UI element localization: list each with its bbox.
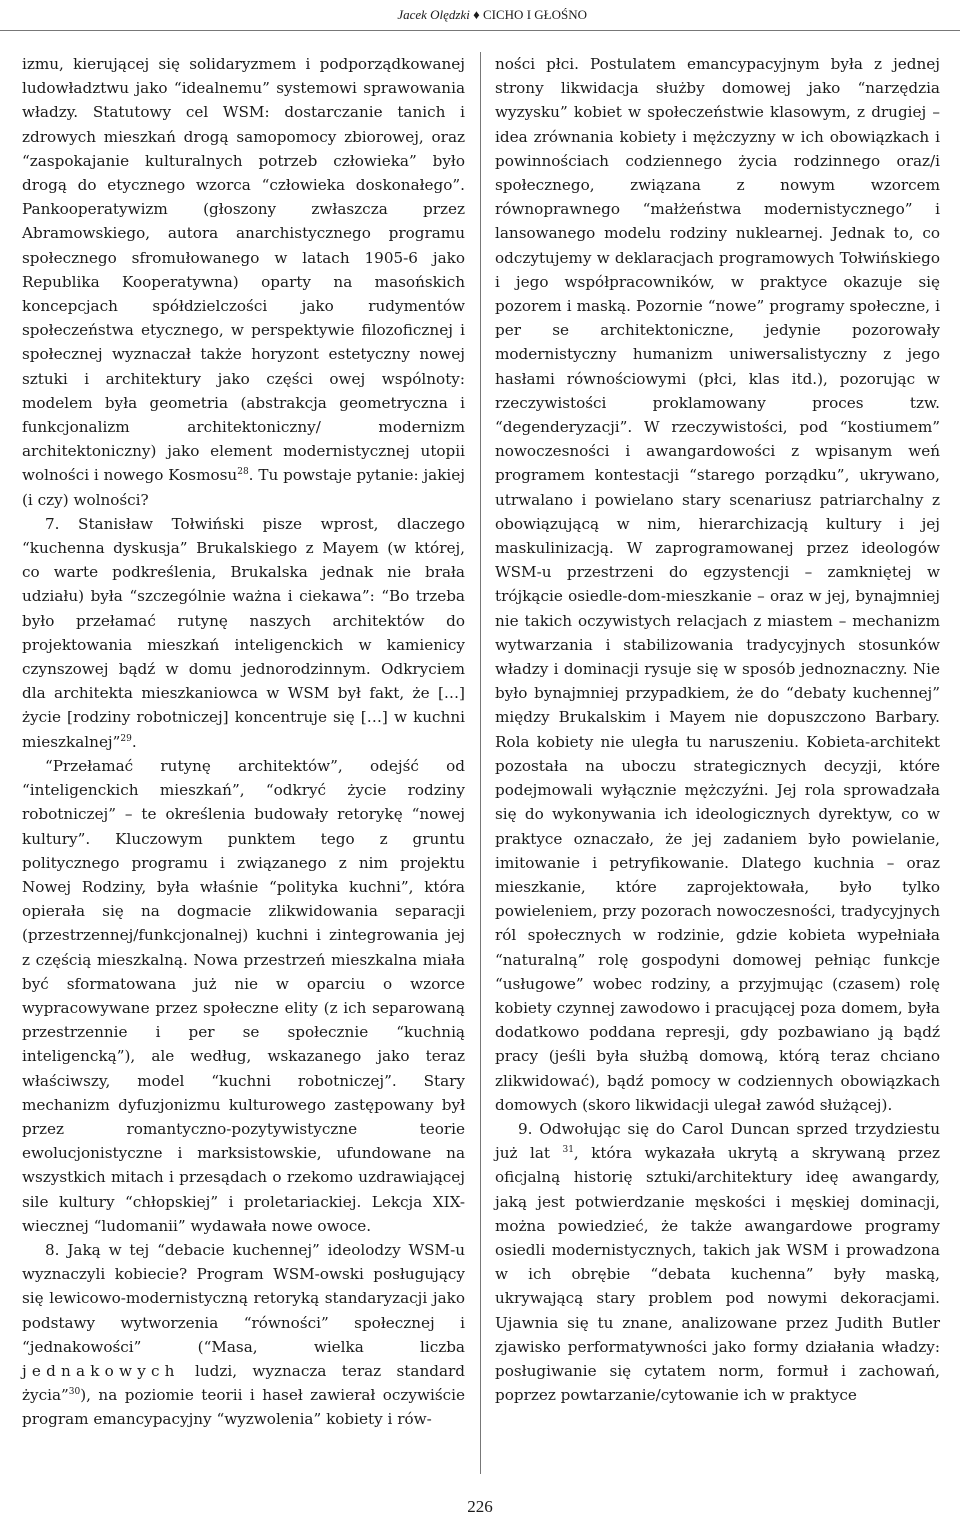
paragraph-text: 9. Odwołując się do Carol Duncan sprzed trzydziestu już lat <box>495 1119 940 1163</box>
running-header <box>397 7 587 23</box>
paragraph-text: . Tu powstaje pytanie: jakiej (i czy) wolności? <box>22 466 465 509</box>
paragraph-text: ności płci. Postulatem emancypacyjnym była z jednej strony likwidacja służby domowej jako “narzędzia wyzysku” kobiet w społeczeństwie klasowym, z drugiej – idea zrównania kobiety i mężczyzny w ich obowiązkach i powinnościach codziennego życia rodzinnego oraz/i społecznego, związana z nowym wzorcem równoprawnego “małżeństwa modernistycznego” i lansowanego modelu rodziny nuklearnej. Jednak to, co odczytujemy w deklaracjach programowych Tołwińskiego i jego współpracowników, w praktyce okazuje się pozorem i maską. Pozornie “nowe” programy społeczne, i per se architektoniczne, jedynie pozorowały modernistyczny humanizm uniwersalistyczny z jego hasłami równościowymi (płci, klas itd.), pozorując w rzeczywistości proklamowany proces tzw. “degenderyzacji”. W rzeczywistości, pod “kostiumem” nowoczesności i awangardowości z wpisanym weń programem kontestacji “starego porządku”, ukrywano, utrwalano i powielano stary scenariusz patriarchalny z obowiązującą w nim, hierarchizacją kultury i jej maskulinizacją. W zaprogramowanej przez ideologów WSM-u przestrzeni do egzystencji – zamkniętej w trójkącie osiedle-dom-mieszkanie – oraz w jej, bynajmniej nie takich oczywistych relacjach z miastem – mechanizm wytwarzania i stabilizowania tradycyjnych stosunków władzy i dominacji rysuje się w sposób jednoznaczny. Nie było bynajmniej przypadkiem, że do “debaty kuchennej” między Brukalskim i Mayem nie dopuszczono Barbary. Rola kobiety nie uległa tu naruszeniu. Kobieta-architekt pozostała na uboczu strategicznych decyzji, które podejmowali wyłącznie mężczyźni. Jej rola sprowadzała się do wykonywania ich ideologicznych dyrektyw, co w praktyce oznaczało, że jej zadaniem było powielanie, imitowanie i petryfikowanie. Dlatego kuchnia – oraz mieszkanie, które zaprojektowała, było tylko powieleniem, przy pozorach nowoczesności, tradycyjnych ról społecznych w rodzinie, gdzie kobieta wypełniała “naturalną” rolę gospodyni domowej pełniąc funkcje “usługowe” wobec rodziny, a przyjmując (czasem) rolę kobiety czynnej zawodowo i pracującej poza domem, była dodatkowo poddana represji, gdy pozbawiano ją bądź pracy (jeśli była służbą domową, którą teraz chciano zlikwidować), bądź pomocy w codziennych obowiązkach domowych (skoro likwidacji ulegał zawód służącej). <box>495 55 940 1114</box>
footnote-ref: 30 <box>68 1387 81 1398</box>
header-author: Jacek Olędzki <box>397 7 470 22</box>
right-paragraph <box>495 1117 940 1407</box>
left-paragraph <box>22 52 465 512</box>
column-divider <box>480 52 481 1474</box>
paragraph-text: “Przełamać rutynę architektów”, odejść od “inteligenckich mieszkań”, “odkryć życie rodziny robotniczej” – te określenia budowały retorykę “nowej kultury”. Kluczowym punktem tego z gruntu politycznego programu i związanego z nim projektu Nowej Rodziny, była właśnie “polityka kuchni”, która opierała się na dogmacie zlikwidowania separacji (przestrzennej/funkcjonalnej) kuchni i zintegrowania jej z częścią mieszkalną. Nowa przestrzeń mieszkalna miała być sformatowana już nie w oparciu o wzorce wypracowywane przez społeczne elity (z ich separowaną przestrzennie i per se społecznie “kuchnią inteligencką”), ale według, wskazanego jako teraz właściwszy, model “kuchni robotniczej”. Stary mechanizm dyfuzjonizmu kulturowego zastępowany był przez romantyczno-pozytywistyczne teorie ewolucjonistyczne i marksistowskie, ufundowane na wszystkich mitach i przesądach o rzekomo uzdrawiającej sile kultury “chłopskiej” i proletariackiej. Lekcja XIX-wiecznej “ludomanii” wydawała nowe owoce. <box>22 756 465 1235</box>
paragraph-text: 8. Jaką w tej “debacie kuchennej” ideolodzy WSM-u wyznaczyli kobiecie? Program WSM-owski posługujący się lewicowo-modernistyczną retoryką standaryzacji jako podstawy wytworzenia “równości” społecznej i “jednakowości” (“Masa, wielka liczba <box>22 1240 465 1356</box>
paragraph-text: , która wykazała ukrytą a skrywaną przez oficjalną historię sztuki/architektury ideę awangardy, jaką jest potwierdzanie męskości i męskiej dominacji, można powiedzieć, że także awangardowe programy osiedli modernistycznych, takich jak WSM i prowadzona w ich obrębie “debata kuchenna” były maską, ukrywającą stary problem pod nowymi dekoracjami. Ujawnia się tu znane, analizowane przez Judith Butler zjawisko performatywności jako formy działania władzy: posługiwanie się cytatem norm, formuł i zachowań, poprzez powtarzanie/cytowanie ich w praktyce <box>495 1144 940 1405</box>
left-column <box>22 52 465 1432</box>
left-paragraph <box>22 754 465 1238</box>
right-column <box>495 52 940 1407</box>
paragraph-text: izmu, kierującej się solidaryzmem i podporządkowanej ludowładztwu jako “idealnemu” systemowi sprawowania władzy. Statutowy cel WSM: dostarczanie tanich i zdrowych mieszkań drogą samopomocy zbiorowej, oraz “zaspokajanie kulturalnych potrzeb człowieka” było drogą do etycznego wzorca “człowieka doskonałego”. Pankooperatywizm (głoszony zwłaszcza przez Abramowskiego, autora anarchistycznego programu społecznego sfromułowanego w latach 1905-6 jako Republika Kooperatywna) oparty na masońskich koncepcjach spółdzielczości jako rudymentów społeczeństwa etycznego, w perspektywie filozoficznej i społecznej wyznaczał także horyzont estetyczny nowej sztuki i architektury jako części owej wspólnoty: modelem była geometria (abstrakcja geometryczna i funkcjonalizm architektoniczny/ modernizm architektoniczny) jako element modernistycznej utopii wolności i nowego Kosmosu <box>22 55 465 485</box>
paragraph-text: . <box>131 732 137 751</box>
footnote-ref: 28 <box>237 467 249 478</box>
footnote-ref: 29 <box>120 733 132 744</box>
spaced-emphasis: jednakowych <box>22 1361 180 1380</box>
paragraph-text: ), na poziomie teorii i haseł zawierał oczywiście program emancypacyjny “wyzwolenia” kobiety i rów- <box>22 1386 465 1429</box>
header-diamond-icon: ♦ <box>473 7 480 22</box>
left-paragraph <box>22 1238 465 1432</box>
right-paragraph <box>495 52 940 1117</box>
page-number: 226 <box>467 1497 493 1516</box>
paragraph-text: ludzi, wyznacza teraz standard życia” <box>22 1361 465 1405</box>
header-title: CICHO I GŁOŚNO <box>483 7 587 22</box>
footnote-ref: 31 <box>562 1145 574 1156</box>
paragraph-text: 7. Stanisław Tołwiński pisze wprost, dlaczego “kuchenna dyskusja” Brukalskiego z Mayem (w której, co warte podkreślenia, Brukalska jednak nie brała udziału) była “szczególnie ważna i ciekawa”: “Bo trzeba było przełamać rutynę naszych architektów do projektowania mieszkań inteligenckich w kamienicy czynszowej bądź w domu jednorodzinnym. Odkryciem dla architekta mieszkaniowca w WSM był fakt, że […] życie [rodziny robotniczej] koncentruje się […] w kuchni mieszkalnej” <box>22 514 465 751</box>
header-rule <box>0 30 960 31</box>
left-paragraph <box>22 512 465 754</box>
